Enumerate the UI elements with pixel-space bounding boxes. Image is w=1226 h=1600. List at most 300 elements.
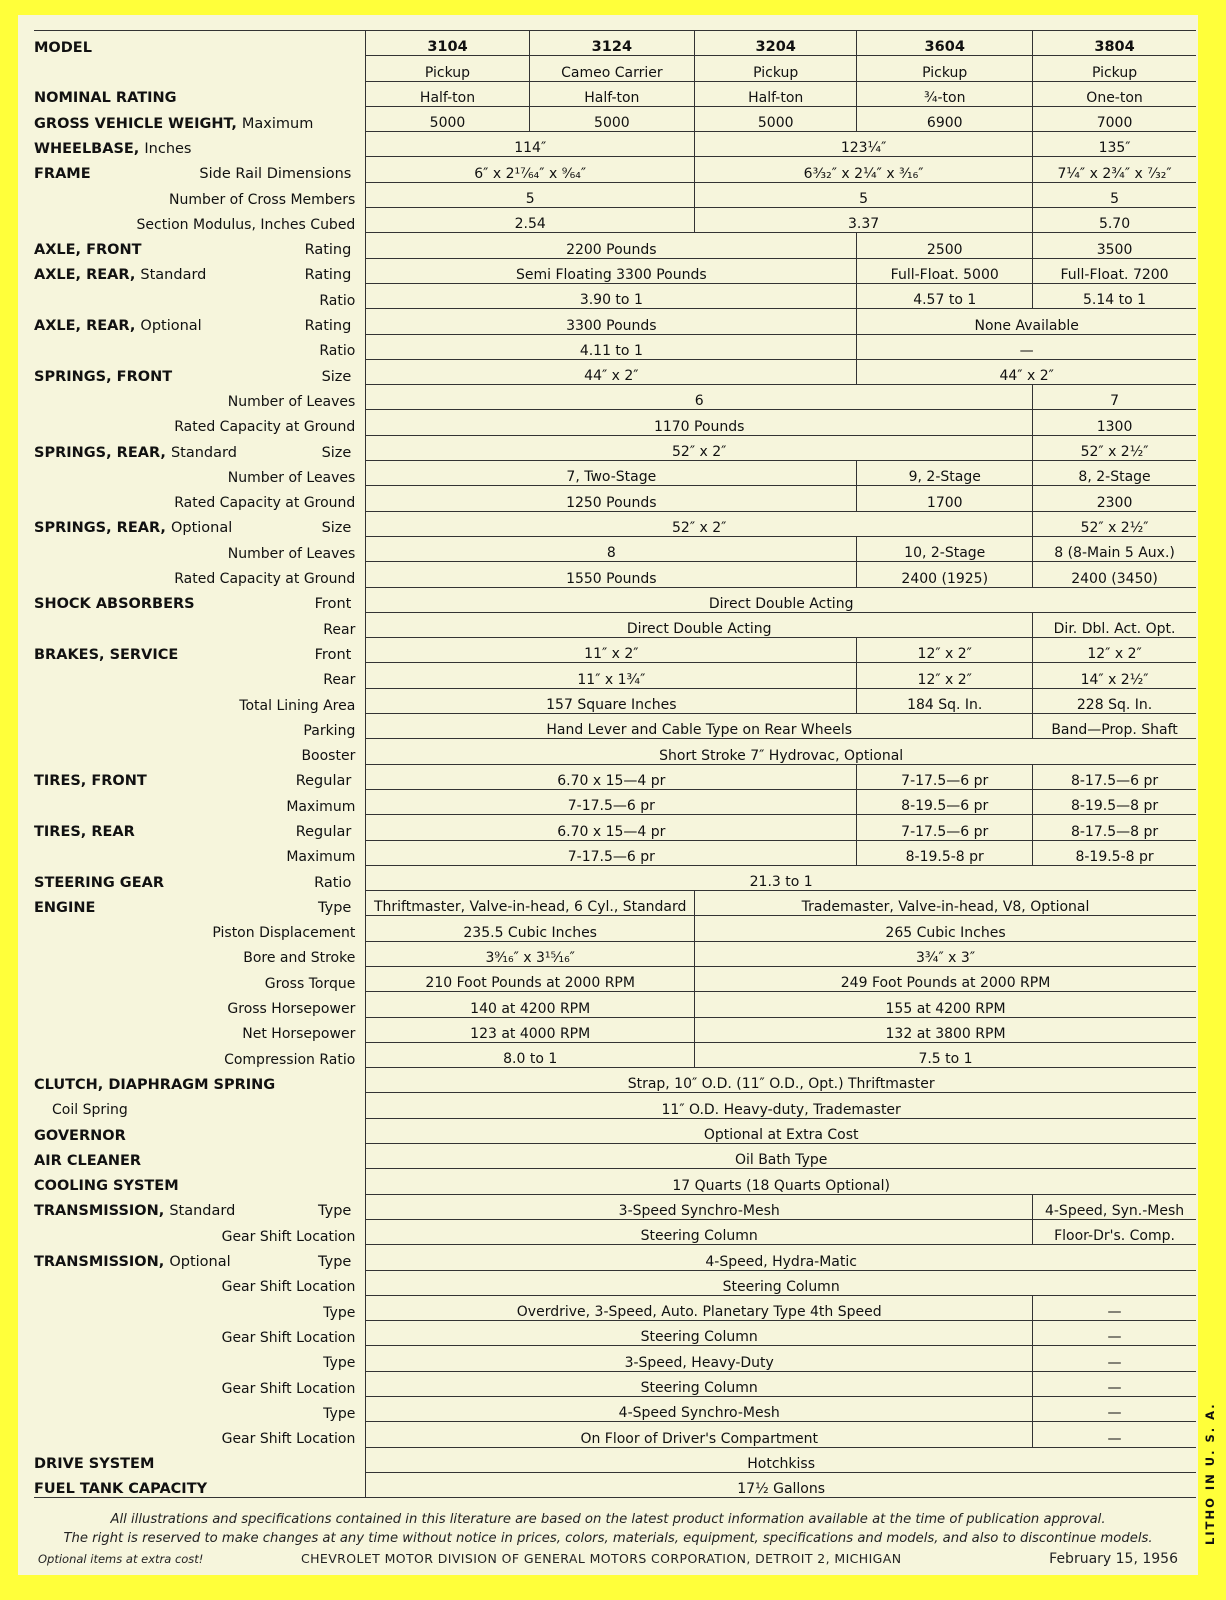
spec-value-cell: 2200 Pounds xyxy=(366,233,857,258)
spec-value-cell: 157 Square Inches xyxy=(366,688,857,713)
section-label xyxy=(34,157,366,182)
spec-row xyxy=(34,536,1196,561)
spec-value-cell: 9, 2-Stage xyxy=(857,461,1033,486)
section-title: BRAKES, SERVICE xyxy=(34,646,179,663)
item-label: Regular xyxy=(295,824,352,840)
item-label: Type xyxy=(323,1405,356,1422)
spec-value-cell: 52″ x 2″ xyxy=(366,511,1033,536)
spec-value-cell: None Available xyxy=(857,309,1196,334)
spec-value-cell: Oil Bath Type xyxy=(366,1144,1196,1169)
section-label xyxy=(34,1169,366,1194)
spec-row xyxy=(34,815,1196,840)
item-label: Type xyxy=(318,1203,352,1220)
item-label: Rear xyxy=(323,672,356,689)
spec-value-cell: 11″ x 1¾″ xyxy=(366,663,857,688)
spec-value-cell: 155 at 4200 RPM xyxy=(695,992,1196,1017)
spec-value-cell: 184 Sq. In. xyxy=(857,688,1033,713)
item-label: Rear xyxy=(323,621,356,638)
spec-value-cell: 7.5 to 1 xyxy=(695,1042,1196,1067)
spec-value-cell: 4.11 to 1 xyxy=(366,334,857,359)
item-label: Ratio xyxy=(314,874,352,891)
spec-value-cell: 6³⁄₃₂″ x 2¼″ x ³⁄₁₆″ xyxy=(695,157,1033,182)
spec-value-cell: — xyxy=(857,334,1196,359)
section-label xyxy=(34,233,366,258)
spec-value-cell: 123¼″ xyxy=(695,132,1033,157)
item-label: Rated Capacity at Ground xyxy=(174,495,356,512)
spec-value-cell: 44″ x 2″ xyxy=(857,359,1196,384)
spec-value-cell: 249 Foot Pounds at 2000 RPM xyxy=(695,966,1196,991)
item-label: Size xyxy=(321,368,352,385)
disclaimer-line-2: The right is reserved to make changes at any time without notice in prices, colors, materials, equipment, specifications and models, and also to discontinue models. xyxy=(63,1531,1153,1546)
section-title: MODEL xyxy=(34,39,92,56)
section-qualifier: Standard xyxy=(170,444,237,461)
disclaimer-notes xyxy=(18,1510,1198,1548)
spec-value-cell: 2500 xyxy=(857,233,1033,258)
spec-row xyxy=(34,1093,1196,1118)
spec-value-cell: Dir. Dbl. Act. Opt. xyxy=(1033,612,1196,637)
spec-value-cell: Half-ton xyxy=(366,81,529,106)
spec-value-cell: 5000 xyxy=(366,106,529,131)
item-label: Ratio xyxy=(319,343,356,360)
section-label xyxy=(34,764,366,789)
item-label: Size xyxy=(321,520,352,537)
section-title: TIRES, FRONT xyxy=(34,773,147,790)
section-qualifier: Standard xyxy=(169,1203,236,1220)
spec-value-cell: 3⁹⁄₁₆″ x 3¹⁵⁄₁₆″ xyxy=(366,941,695,966)
item-label: Number of Cross Members xyxy=(168,191,356,208)
spec-value-cell: 44″ x 2″ xyxy=(366,359,857,384)
model-number-cell: 3604 xyxy=(857,31,1033,56)
spec-value-cell: 6″ x 2¹⁷⁄₆₄″ x ⁹⁄₆₄″ xyxy=(366,157,695,182)
spec-value-cell: 6 xyxy=(366,385,1033,410)
spec-value-cell: Short Stroke 7″ Hydrovac, Optional xyxy=(366,739,1196,764)
item-label: Rating xyxy=(304,242,352,259)
spec-row xyxy=(34,1447,1196,1472)
section-qualifier: Standard xyxy=(140,267,207,284)
spec-value-cell: 235.5 Cubic Inches xyxy=(366,916,695,941)
item-label: Front xyxy=(314,646,352,663)
item-label: Coil Spring xyxy=(52,1102,128,1119)
empty-label xyxy=(34,56,366,81)
spec-row xyxy=(34,132,1196,157)
model-number-cell: 3124 xyxy=(529,31,694,56)
section-label xyxy=(34,309,366,334)
optional-items-note: Optional items at extra cost! xyxy=(38,1552,204,1566)
item-label: Type xyxy=(323,1304,356,1321)
spec-row xyxy=(34,1042,1196,1067)
spec-value-cell: 3-Speed Synchro-Mesh xyxy=(366,1194,1033,1219)
spec-value-cell: 7 xyxy=(1033,385,1196,410)
section-title: COOLING SYSTEM xyxy=(34,1178,179,1195)
item-label: Piston Displacement xyxy=(212,925,356,942)
spec-value-cell: 5 xyxy=(366,182,695,207)
spec-row xyxy=(34,1397,1196,1422)
spec-value-cell: 8-19.5-8 pr xyxy=(857,840,1033,865)
section-label xyxy=(34,1447,366,1472)
spec-value-cell: Pickup xyxy=(695,56,857,81)
spec-value-cell: 4.57 to 1 xyxy=(857,283,1033,308)
spec-row xyxy=(34,714,1196,739)
spec-row xyxy=(34,1472,1196,1497)
section-title: AXLE, REAR, xyxy=(34,318,136,335)
spec-value-cell: Steering Column xyxy=(366,1321,1033,1346)
spec-value-cell: 114″ xyxy=(366,132,695,157)
section-title: NOMINAL RATING xyxy=(34,90,177,107)
item-label: Front xyxy=(314,596,352,613)
item-label: Maximum xyxy=(286,849,356,866)
spec-row xyxy=(34,941,1196,966)
spec-value-cell: 8, 2-Stage xyxy=(1033,461,1196,486)
item-label: Parking xyxy=(303,722,356,739)
spec-value-cell: 7000 xyxy=(1033,106,1196,131)
item-label: Type xyxy=(318,899,352,916)
spec-row xyxy=(34,587,1196,612)
spec-row xyxy=(34,486,1196,511)
spec-value-cell: 17½ Gallons xyxy=(366,1472,1196,1497)
spec-value-cell: 2.54 xyxy=(366,208,695,233)
section-label xyxy=(34,1245,366,1270)
spec-value-cell: Floor-Dr's. Comp. xyxy=(1033,1219,1196,1244)
spec-value-cell: Trademaster, Valve-in-head, V8, Optional xyxy=(695,891,1196,916)
section-title: TRANSMISSION, xyxy=(34,1254,165,1271)
spec-value-cell: Steering Column xyxy=(366,1371,1033,1396)
section-qualifier: Optional xyxy=(170,520,233,537)
spec-value-cell: Full-Float. 5000 xyxy=(857,258,1033,283)
spec-row xyxy=(34,1144,1196,1169)
spec-row xyxy=(34,1295,1196,1320)
spec-value-cell: 2400 (3450) xyxy=(1033,562,1196,587)
spec-value-cell: 5.70 xyxy=(1033,208,1196,233)
spec-value-cell: Pickup xyxy=(366,56,529,81)
spec-value-cell: Half-ton xyxy=(695,81,857,106)
spec-value-cell: 3500 xyxy=(1033,233,1196,258)
item-label: Booster xyxy=(301,748,356,765)
item-label: Rated Capacity at Ground xyxy=(174,419,356,436)
section-title: SPRINGS, REAR, xyxy=(34,520,166,537)
item-label: Section Modulus, Inches Cubed xyxy=(136,216,356,233)
spec-sheet xyxy=(18,15,1198,1575)
item-label: Rating xyxy=(304,318,352,335)
spec-row xyxy=(34,1068,1196,1093)
spec-row xyxy=(34,1346,1196,1371)
spec-row xyxy=(34,208,1196,233)
item-label: Gross Torque xyxy=(264,975,356,992)
spec-row xyxy=(34,865,1196,890)
section-title: TIRES, REAR xyxy=(34,824,135,840)
spec-row xyxy=(34,81,1196,106)
spec-value-cell: 5.14 to 1 xyxy=(1033,283,1196,308)
spec-row xyxy=(34,31,1196,56)
spec-value-cell: Hotchkiss xyxy=(366,1447,1196,1472)
spec-value-cell: Semi Floating 3300 Pounds xyxy=(366,258,857,283)
spec-value-cell: 135″ xyxy=(1033,132,1196,157)
section-label xyxy=(34,891,366,916)
spec-value-cell: 140 at 4200 RPM xyxy=(366,992,695,1017)
spec-row xyxy=(34,1194,1196,1219)
section-title: SPRINGS, FRONT xyxy=(34,368,173,385)
section-label xyxy=(34,587,366,612)
spec-row xyxy=(34,157,1196,182)
spec-value-cell: 3.37 xyxy=(695,208,1033,233)
section-label xyxy=(34,1118,366,1143)
spec-value-cell: — xyxy=(1033,1397,1196,1422)
spec-value-cell: 5000 xyxy=(529,106,694,131)
spec-value-cell: 12″ x 2″ xyxy=(857,663,1033,688)
section-title: GROSS VEHICLE WEIGHT, xyxy=(34,115,237,132)
spec-value-cell: 123 at 4000 RPM xyxy=(366,1017,695,1042)
section-label xyxy=(34,132,366,157)
spec-value-cell: 2400 (1925) xyxy=(857,562,1033,587)
section-qualifier: Optional xyxy=(140,318,202,335)
section-label xyxy=(34,638,366,663)
section-label xyxy=(34,815,366,840)
spec-value-cell: 11″ O.D. Heavy-duty, Trademaster xyxy=(366,1093,1196,1118)
spec-value-cell: Band—Prop. Shaft xyxy=(1033,714,1196,739)
section-label xyxy=(34,1144,366,1169)
item-label: Number of Leaves xyxy=(227,393,356,410)
item-label: Compression Ratio xyxy=(224,1051,356,1068)
spec-row xyxy=(34,359,1196,384)
spec-value-cell: 5000 xyxy=(695,106,857,131)
section-qualifier: Maximum xyxy=(241,115,314,132)
spec-row xyxy=(34,612,1196,637)
section-qualifier: Optional xyxy=(169,1254,231,1271)
section-title: AXLE, REAR, xyxy=(34,267,136,284)
spec-value-cell: 5 xyxy=(1033,182,1196,207)
spec-value-cell: 8 (8-Main 5 Aux.) xyxy=(1033,536,1196,561)
spec-row xyxy=(34,1245,1196,1270)
spec-row xyxy=(34,56,1196,81)
spec-value-cell: 21.3 to 1 xyxy=(366,865,1196,890)
spec-value-cell: 6900 xyxy=(857,106,1033,131)
spec-value-cell: 7-17.5—6 pr xyxy=(366,840,857,865)
spec-value-cell: Steering Column xyxy=(366,1270,1196,1295)
section-title: FUEL TANK CAPACITY xyxy=(34,1481,208,1498)
spec-value-cell: 8-17.5—8 pr xyxy=(1033,815,1196,840)
item-label: Number of Leaves xyxy=(227,469,356,486)
item-label: Net Horsepower xyxy=(242,1026,356,1043)
spec-value-cell: Full-Float. 7200 xyxy=(1033,258,1196,283)
spec-row xyxy=(34,789,1196,814)
spec-value-cell: 8-19.5-8 pr xyxy=(1033,840,1196,865)
spec-value-cell: 1250 Pounds xyxy=(366,486,857,511)
section-title: FRAME xyxy=(34,166,91,183)
item-label: Ratio xyxy=(319,292,356,309)
spec-value-cell: 8.0 to 1 xyxy=(366,1042,695,1067)
company-address: CHEVROLET MOTOR DIVISION OF GENERAL MOTORS CORPORATION, DETROIT 2, MICHIGAN xyxy=(301,1551,902,1566)
spec-value-cell: On Floor of Driver's Compartment xyxy=(366,1422,1033,1447)
spec-row xyxy=(34,764,1196,789)
spec-value-cell: 265 Cubic Inches xyxy=(695,916,1196,941)
item-label: Gear Shift Location xyxy=(221,1228,356,1245)
spec-value-cell: 1700 xyxy=(857,486,1033,511)
section-label xyxy=(34,31,366,56)
model-number-cell: 3804 xyxy=(1033,31,1196,56)
spec-row xyxy=(34,1422,1196,1447)
model-number-cell: 3104 xyxy=(366,31,529,56)
section-title: DRIVE SYSTEM xyxy=(34,1456,155,1473)
spec-value-cell: 8-19.5—8 pr xyxy=(1033,789,1196,814)
spec-row xyxy=(34,1270,1196,1295)
item-label: Number of Leaves xyxy=(227,545,356,562)
spec-value-cell: 132 at 3800 RPM xyxy=(695,1017,1196,1042)
spec-value-cell: Thriftmaster, Valve-in-head, 6 Cyl., Standard xyxy=(366,891,695,916)
spec-value-cell: — xyxy=(1033,1321,1196,1346)
spec-row xyxy=(34,258,1196,283)
section-label xyxy=(34,106,366,131)
spec-row xyxy=(34,966,1196,991)
spec-row xyxy=(34,511,1196,536)
item-label: Gear Shift Location xyxy=(221,1380,356,1397)
spec-row xyxy=(34,1169,1196,1194)
spec-value-cell: 52″ x 2″ xyxy=(366,435,1033,460)
spec-value-cell: 8-19.5—6 pr xyxy=(857,789,1033,814)
spec-value-cell: 11″ x 2″ xyxy=(366,638,857,663)
section-title: STEERING GEAR xyxy=(34,874,164,891)
section-label xyxy=(34,258,366,283)
spec-value-cell: — xyxy=(1033,1295,1196,1320)
spec-value-cell: Pickup xyxy=(1033,56,1196,81)
item-label: Gear Shift Location xyxy=(221,1431,356,1448)
spec-value-cell: 12″ x 2″ xyxy=(857,638,1033,663)
spec-value-cell: 6.70 x 15—4 pr xyxy=(366,815,857,840)
section-label xyxy=(34,1194,366,1219)
spec-value-cell: 4-Speed Synchro-Mesh xyxy=(366,1397,1033,1422)
spec-table xyxy=(34,30,1196,1498)
spec-value-cell: 10, 2-Stage xyxy=(857,536,1033,561)
spec-row xyxy=(34,106,1196,131)
item-label: Gross Horsepower xyxy=(227,1001,356,1018)
spec-value-cell: 1170 Pounds xyxy=(366,410,1033,435)
spec-value-cell: Steering Column xyxy=(366,1219,1033,1244)
spec-value-cell: 12″ x 2″ xyxy=(1033,638,1196,663)
spec-value-cell: Cameo Carrier xyxy=(529,56,694,81)
publication-date: February 15, 1956 xyxy=(1049,1551,1178,1567)
spec-row xyxy=(34,435,1196,460)
spec-row xyxy=(34,1321,1196,1346)
spec-row xyxy=(34,688,1196,713)
spec-value-cell: 2300 xyxy=(1033,486,1196,511)
spec-value-cell: 52″ x 2½″ xyxy=(1033,435,1196,460)
section-qualifier: Inches xyxy=(144,140,192,157)
spec-row xyxy=(34,283,1196,308)
section-label xyxy=(34,1472,366,1497)
spec-value-cell: 1550 Pounds xyxy=(366,562,857,587)
item-label: Rated Capacity at Ground xyxy=(174,571,356,588)
item-label: Size xyxy=(321,444,352,461)
spec-value-cell: 8-17.5—6 pr xyxy=(1033,764,1196,789)
spec-value-cell: 3¾″ x 3″ xyxy=(695,941,1196,966)
item-label: Bore and Stroke xyxy=(243,950,356,967)
spec-value-cell: Overdrive, 3-Speed, Auto. Planetary Type 4th Speed xyxy=(366,1295,1033,1320)
spec-row xyxy=(34,992,1196,1017)
spec-row xyxy=(34,309,1196,334)
spec-row xyxy=(34,739,1196,764)
spec-value-cell: — xyxy=(1033,1346,1196,1371)
spec-row xyxy=(34,182,1196,207)
item-label: Type xyxy=(323,1355,356,1372)
spec-value-cell: — xyxy=(1033,1422,1196,1447)
spec-row xyxy=(34,1219,1196,1244)
spec-value-cell: Direct Double Acting xyxy=(366,612,1033,637)
spec-row xyxy=(34,916,1196,941)
section-label xyxy=(34,359,366,384)
item-label: Side Rail Dimensions xyxy=(199,166,352,183)
spec-row xyxy=(34,233,1196,258)
spec-value-cell: 3300 Pounds xyxy=(366,309,857,334)
section-label xyxy=(34,511,366,536)
spec-value-cell: 8 xyxy=(366,536,857,561)
spec-row xyxy=(34,891,1196,916)
litho-imprint: LITHO IN U. S. A. xyxy=(1203,1402,1217,1545)
model-number-cell: 3204 xyxy=(695,31,857,56)
section-label xyxy=(34,865,366,890)
spec-value-cell: Hand Lever and Cable Type on Rear Wheels xyxy=(366,714,1033,739)
spec-value-cell: 7¼″ x 2¾″ x ⁷⁄₃₂″ xyxy=(1033,157,1196,182)
spec-row xyxy=(34,663,1196,688)
disclaimer-line-1: All illustrations and specifications contained in this literature are based on the latest product information available at the time of publication approval. xyxy=(110,1512,1106,1527)
spec-value-cell: 6.70 x 15—4 pr xyxy=(366,764,857,789)
spec-row xyxy=(34,334,1196,359)
section-title: ENGINE xyxy=(34,899,96,916)
spec-row xyxy=(34,638,1196,663)
item-label: Total Lining Area xyxy=(239,697,356,714)
spec-row xyxy=(34,1017,1196,1042)
spec-value-cell: Direct Double Acting xyxy=(366,587,1196,612)
section-title: TRANSMISSION, xyxy=(34,1203,165,1220)
spec-value-cell: Strap, 10″ O.D. (11″ O.D., Opt.) Thriftmaster xyxy=(366,1068,1196,1093)
spec-value-cell: One-ton xyxy=(1033,81,1196,106)
spec-value-cell: Optional at Extra Cost xyxy=(366,1118,1196,1143)
spec-value-cell: — xyxy=(1033,1371,1196,1396)
section-title: GOVERNOR xyxy=(34,1127,126,1144)
item-label: Maximum xyxy=(286,798,356,815)
spec-value-cell: Pickup xyxy=(857,56,1033,81)
spec-value-cell: 4-Speed, Syn.-Mesh xyxy=(1033,1194,1196,1219)
item-label: Regular xyxy=(295,773,352,790)
spec-value-cell: 3.90 to 1 xyxy=(366,283,857,308)
spec-row xyxy=(34,410,1196,435)
spec-value-cell: 7, Two-Stage xyxy=(366,461,857,486)
spec-value-cell: 1300 xyxy=(1033,410,1196,435)
spec-value-cell: 7-17.5—6 pr xyxy=(857,815,1033,840)
item-label: Type xyxy=(318,1254,352,1271)
section-title: AIR CLEANER xyxy=(34,1152,142,1169)
item-label: Gear Shift Location xyxy=(221,1329,356,1346)
section-title: SPRINGS, REAR, xyxy=(34,444,166,461)
item-label: Gear Shift Location xyxy=(221,1279,356,1296)
spec-row xyxy=(34,1371,1196,1396)
spec-value-cell: 7-17.5—6 pr xyxy=(366,789,857,814)
section-label xyxy=(34,1068,366,1093)
spec-value-cell: 14″ x 2½″ xyxy=(1033,663,1196,688)
spec-value-cell: 52″ x 2½″ xyxy=(1033,511,1196,536)
section-label xyxy=(34,435,366,460)
section-title: SHOCK ABSORBERS xyxy=(34,596,195,613)
spec-row xyxy=(34,385,1196,410)
spec-value-cell: 17 Quarts (18 Quarts Optional) xyxy=(366,1169,1196,1194)
spec-row xyxy=(34,840,1196,865)
spec-value-cell: Half-ton xyxy=(529,81,694,106)
spec-value-cell: 3-Speed, Heavy-Duty xyxy=(366,1346,1033,1371)
spec-row xyxy=(34,1118,1196,1143)
section-title: CLUTCH, DIAPHRAGM SPRING xyxy=(34,1076,276,1093)
spec-row xyxy=(34,562,1196,587)
section-label xyxy=(34,81,366,106)
item-label: Rating xyxy=(304,267,352,284)
spec-value-cell: 5 xyxy=(695,182,1033,207)
spec-value-cell: 210 Foot Pounds at 2000 RPM xyxy=(366,966,695,991)
